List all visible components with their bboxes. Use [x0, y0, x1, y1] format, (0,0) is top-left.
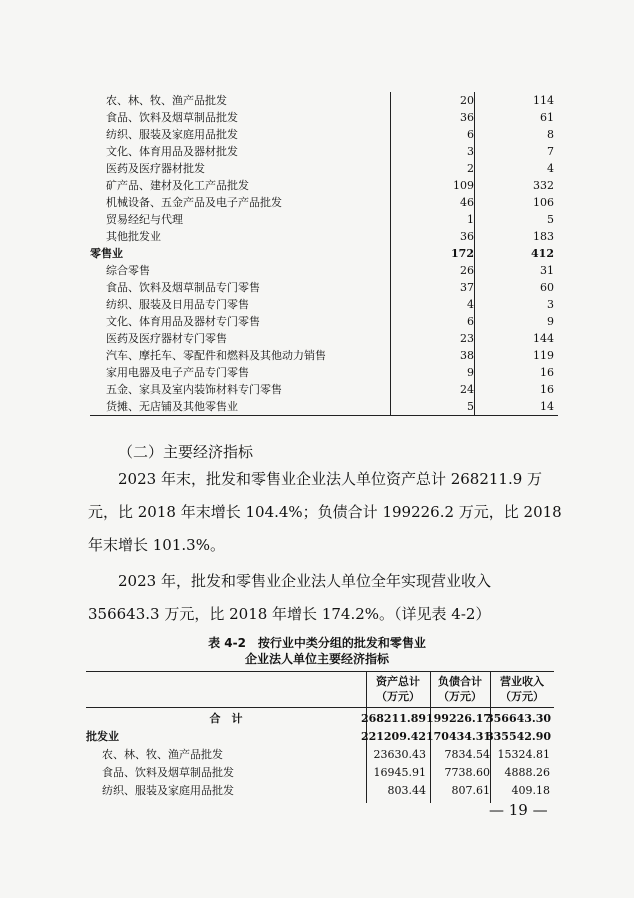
- paragraph-line: 年末增长 101.3%。: [88, 536, 225, 554]
- header-title: 资产总计: [376, 675, 420, 688]
- row-value: 16945.91: [373, 766, 426, 779]
- row-label: 货摊、无店铺及其他零售业: [106, 400, 238, 413]
- row-label: 家用电器及电子产品专门零售: [106, 366, 249, 379]
- row-value: 183: [533, 230, 554, 243]
- row-value: 412: [531, 247, 554, 260]
- table-row: [86, 746, 554, 763]
- row-value: 332: [533, 179, 554, 192]
- row-value: 6: [467, 128, 474, 141]
- row-value: 36: [460, 230, 474, 243]
- row-value: 268211.89: [360, 712, 426, 725]
- row-label: 机械设备、五金产品及电子产品批发: [106, 196, 282, 209]
- row-value: 119: [533, 349, 554, 362]
- row-value: 60: [540, 281, 554, 294]
- header-unit: （万元）: [438, 690, 482, 703]
- row-value: 37: [460, 281, 474, 294]
- economic-indicators-table: [86, 671, 554, 803]
- table-divider: [390, 92, 391, 415]
- table-row: [90, 92, 558, 109]
- table-row: [90, 126, 558, 143]
- row-value: 16: [540, 383, 554, 396]
- page-number: — 19 —: [489, 801, 548, 819]
- row-value: 14: [540, 400, 554, 413]
- row-label: 综合零售: [106, 264, 150, 277]
- table-row: [90, 398, 558, 415]
- table-row: [90, 228, 558, 245]
- row-label: 零售业: [90, 247, 123, 260]
- header-unit: （万元）: [376, 690, 420, 703]
- row-value: 114: [533, 94, 554, 107]
- row-value: 356643.30: [486, 712, 552, 725]
- header-liabilities: [430, 674, 490, 704]
- table-caption-subtitle: 企业法人单位主要经济指标: [244, 652, 389, 666]
- table-row: [90, 211, 558, 228]
- row-value: 15324.81: [497, 748, 550, 761]
- row-value: 16: [540, 366, 554, 379]
- row-value: 172: [451, 247, 474, 260]
- table-row: [90, 160, 558, 177]
- table-divider: [474, 92, 475, 415]
- row-label: 贸易经纪与代理: [106, 213, 183, 226]
- row-value: 31: [540, 264, 554, 277]
- row-label: 合 计: [209, 712, 243, 725]
- table-row: [90, 143, 558, 160]
- row-label: 文化、体育用品及器材批发: [106, 145, 238, 158]
- table-header-rule: [86, 707, 554, 708]
- table-row: [90, 381, 558, 398]
- paragraph-line: 2023 年，批发和零售业企业法人单位全年实现营业收入: [88, 572, 491, 590]
- row-value: 409.18: [511, 784, 550, 797]
- row-value: 38: [460, 349, 474, 362]
- row-label: 纺织、服装及日用品专门零售: [106, 298, 249, 311]
- row-label: 文化、体育用品及器材专门零售: [106, 315, 260, 328]
- row-label: 其他批发业: [106, 230, 161, 243]
- row-label: 医药及医疗器材批发: [106, 162, 205, 175]
- row-value: 109: [453, 179, 474, 192]
- row-label: 农、林、牧、渔产品批发: [102, 748, 223, 761]
- row-value: 23630.43: [373, 748, 426, 761]
- row-value: 46: [460, 196, 474, 209]
- row-value: 5: [547, 213, 554, 226]
- row-label: 纺织、服装及家庭用品批发: [106, 128, 238, 141]
- row-value: 807.61: [451, 784, 490, 797]
- row-value: 8: [547, 128, 554, 141]
- header-title: 负债合计: [438, 675, 482, 688]
- paragraph-assets-liabilities: [88, 463, 562, 562]
- row-value: 20: [460, 94, 474, 107]
- table-caption: 表 4-2 按行业中类分组的批发和零售业: [208, 636, 426, 650]
- row-value: 106: [533, 196, 554, 209]
- row-value: 803.44: [387, 784, 426, 797]
- paragraph-line: 元，比 2018 年末增长 104.4%；负债合计 199226.2 万元，比 2018: [88, 503, 562, 521]
- table-row: [86, 782, 554, 799]
- row-value: 7738.60: [444, 766, 490, 779]
- row-label: 汽车、摩托车、零配件和燃料及其他动力销售: [106, 349, 326, 362]
- table-row: [90, 262, 558, 279]
- row-value: 2: [467, 162, 474, 175]
- table-row: [90, 109, 558, 126]
- table-bottom-rule: [90, 415, 558, 416]
- table-row: [86, 764, 554, 781]
- paragraph-revenue: [88, 565, 491, 631]
- row-value: 3: [467, 145, 474, 158]
- row-value: 1: [467, 213, 474, 226]
- row-value: 3: [547, 298, 554, 311]
- row-value: 221209.42: [360, 730, 426, 743]
- industry-count-table-continued: [90, 92, 558, 415]
- paragraph-line: 2023 年末，批发和零售业企业法人单位资产总计 268211.9 万: [88, 470, 543, 488]
- table-row: [90, 279, 558, 296]
- header-title: 营业收入: [500, 675, 544, 688]
- table-row: [90, 245, 558, 262]
- row-label: 医药及医疗器材专门零售: [106, 332, 227, 345]
- row-label: 纺织、服装及家庭用品批发: [102, 784, 234, 797]
- table-row: [90, 364, 558, 381]
- row-label: 五金、家具及室内装饰材料专门零售: [106, 383, 282, 396]
- row-value: 23: [460, 332, 474, 345]
- header-unit: （万元）: [500, 690, 544, 703]
- table-row: [90, 330, 558, 347]
- table-row: [90, 177, 558, 194]
- row-value: 4: [547, 162, 554, 175]
- row-value: 335542.90: [486, 730, 552, 743]
- row-value: 6: [467, 315, 474, 328]
- row-value: 61: [540, 111, 554, 124]
- header-revenue: [490, 674, 554, 704]
- row-value: 36: [460, 111, 474, 124]
- row-value: 170434.31: [426, 730, 492, 743]
- row-label: 农、林、牧、渔产品批发: [106, 94, 227, 107]
- row-value: 24: [460, 383, 474, 396]
- row-value: 5: [467, 400, 474, 413]
- row-label: 食品、饮料及烟草制品批发: [102, 766, 234, 779]
- row-value: 4888.26: [504, 766, 550, 779]
- row-value: 9: [547, 315, 554, 328]
- row-value: 26: [460, 264, 474, 277]
- header-assets: [366, 674, 430, 704]
- row-value: 9: [467, 366, 474, 379]
- table-row: [90, 347, 558, 364]
- table-row: [86, 728, 554, 745]
- table-row: [86, 710, 554, 727]
- table-row: [90, 194, 558, 211]
- row-value: 144: [533, 332, 554, 345]
- row-label: 矿产品、建材及化工产品批发: [106, 179, 249, 192]
- row-label: 食品、饮料及烟草制品批发: [106, 111, 238, 124]
- row-value: 199226.17: [426, 712, 492, 725]
- row-value: 4: [467, 298, 474, 311]
- section-heading: （二）主要经济指标: [118, 443, 254, 461]
- row-value: 7834.54: [444, 748, 490, 761]
- row-label: 食品、饮料及烟草制品专门零售: [106, 281, 260, 294]
- paragraph-line: 356643.3 万元，比 2018 年增长 174.2%。（详见表 4-2）: [88, 605, 491, 623]
- row-label: 批发业: [86, 730, 119, 743]
- table-row: [90, 313, 558, 330]
- row-value: 7: [547, 145, 554, 158]
- table-row: [90, 296, 558, 313]
- table-top-rule: [86, 671, 554, 672]
